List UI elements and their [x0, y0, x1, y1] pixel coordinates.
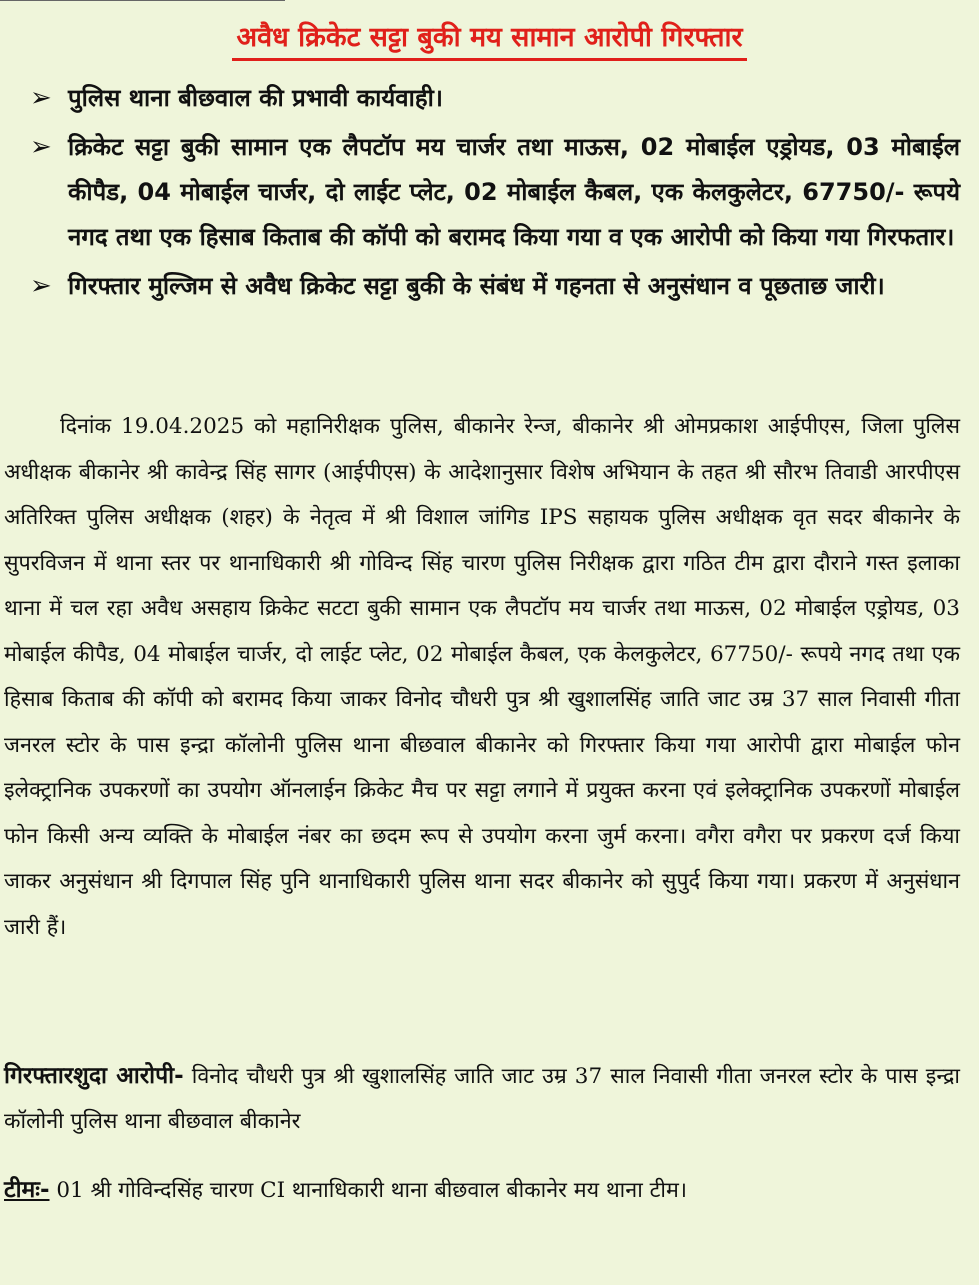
- accused-section: [4, 1054, 960, 1144]
- highlight-text: क्रिकेट सट्टा बुकी सामान एक लैपटॉप मय चार्जर तथा माऊस, 02 मोबाईल एड्रोयड, 03 मोबाईल कीपैड, 04 मोबाईल चार्जर, दो लाईट प्लेट, 02 मोबाईल कैबल, एक केलकुलेटर, 67750/- रूपये नगद तथा एक हिसाब किताब की कॉपी को बरामद किया गया व एक आरोपी को किया गया गिरफतार।: [68, 133, 960, 251]
- accused-text: विनोद चौधरी पुत्र श्री खुशालसिंह जाति जाट उम्र 37 साल निवासी गीता जनरल स्टोर के पास इन्द्रा कॉलोनी पुलिस थाना बीछवाल बीकानेर: [4, 1064, 960, 1134]
- highlight-text: पुलिस थाना बीछवाल की प्रभावी कार्यवाही।: [68, 84, 443, 112]
- headline: अवैध क्रिकेट सट्टा बुकी मय सामान आरोपी गिरफ्तार: [232, 18, 746, 61]
- highlight-item: [30, 76, 960, 121]
- highlights-list: [30, 76, 960, 313]
- top-rule: [0, 0, 285, 5]
- headline-container: [0, 18, 979, 61]
- highlight-item: [30, 125, 960, 260]
- highlight-text: गिरफ्तार मुल्जिम से अवैध क्रिकेट सट्टा बुकी के संबंध में गहनता से अनुसंधान व पूछताछ जारी।: [68, 272, 885, 300]
- arrow-bullet-icon: ➢: [30, 132, 52, 162]
- arrow-bullet-icon: ➢: [30, 83, 52, 113]
- accused-label: गिरफ्तारशुदा आरोपी-: [4, 1063, 184, 1089]
- team-text: 01 श्री गोविन्दसिंह चारण CI थानाधिकारी थाना बीछवाल बीकानेर मय थाना टीम।: [49, 1178, 688, 1203]
- highlight-item: [30, 264, 960, 309]
- team-label: टीमः-: [4, 1177, 50, 1203]
- arrow-bullet-icon: ➢: [30, 271, 52, 301]
- body-paragraph: दिनांक 19.04.2025 को महानिरीक्षक पुलिस, बीकानेर रेन्ज, बीकानेर श्री ओमप्रकाश आईपीएस, जिला पुलिस अधीक्षक बीकानेर श्री कावेन्द्र सिंह सागर (आईपीएस) के आदेशानुसार विशेष अभियान के तहत श्री सौरभ तिवाडी आरपीएस अतिरिक्त पुलिस अधीक्षक (शहर) के नेतृत्व में श्री विशाल जांगिड IPS सहायक पुलिस अधीक्षक वृत सदर बीकानेर के सुपरविजन में थाना स्तर पर थानाधिकारी श्री गोविन्द सिंह चारण पुलिस निरीक्षक द्वारा गठित टीम द्वारा दौराने गस्त इलाका थाना में चल रहा अवैध असहाय क्रिकेट सटटा बुकी सामान एक लैपटॉप मय चार्जर तथा माऊस, 02 मोबाईल एड्रोयड, 03 मोबाईल कीपैड, 04 मोबाईल चार्जर, दो लाईट प्लेट, 02 मोबाईल कैबल, एक केलकुलेटर, 67750/- रूपये नगद तथा एक हिसाब किताब की कॉपी को बरामद किया जाकर विनोद चौधरी पुत्र श्री खुशालसिंह जाति जाट उम्र 37 साल निवासी गीता जनरल स्टोर के पास इन्द्रा कॉलोनी पुलिस थाना बीछवाल बीकानेर को गिरफ्तार किया गया आरोपी द्वारा मोबाईल फोन इलेक्ट्रानिक उपकरणों का उपयोग ऑनलाईन क्रिकेट मैच पर सट्टा लगाने में प्रयुक्त करना एवं इलेक्ट्रानिक उपकरणों मोबाईल फोन किसी अन्य व्यक्ति के मोबाईल नंबर का छदम रूप से उपयोग करना जुर्म करना। वगैरा वगैरा पर प्रकरण दर्ज किया जाकर अनुसंधान श्री दिगपाल सिंह पुनि थानाधिकारी पुलिस थाना सदर बीकानेर को सुपुर्द किया गया। प्रकरण में अनुसंधान जारी हैं।: [4, 414, 960, 940]
- team-section: [4, 1168, 960, 1213]
